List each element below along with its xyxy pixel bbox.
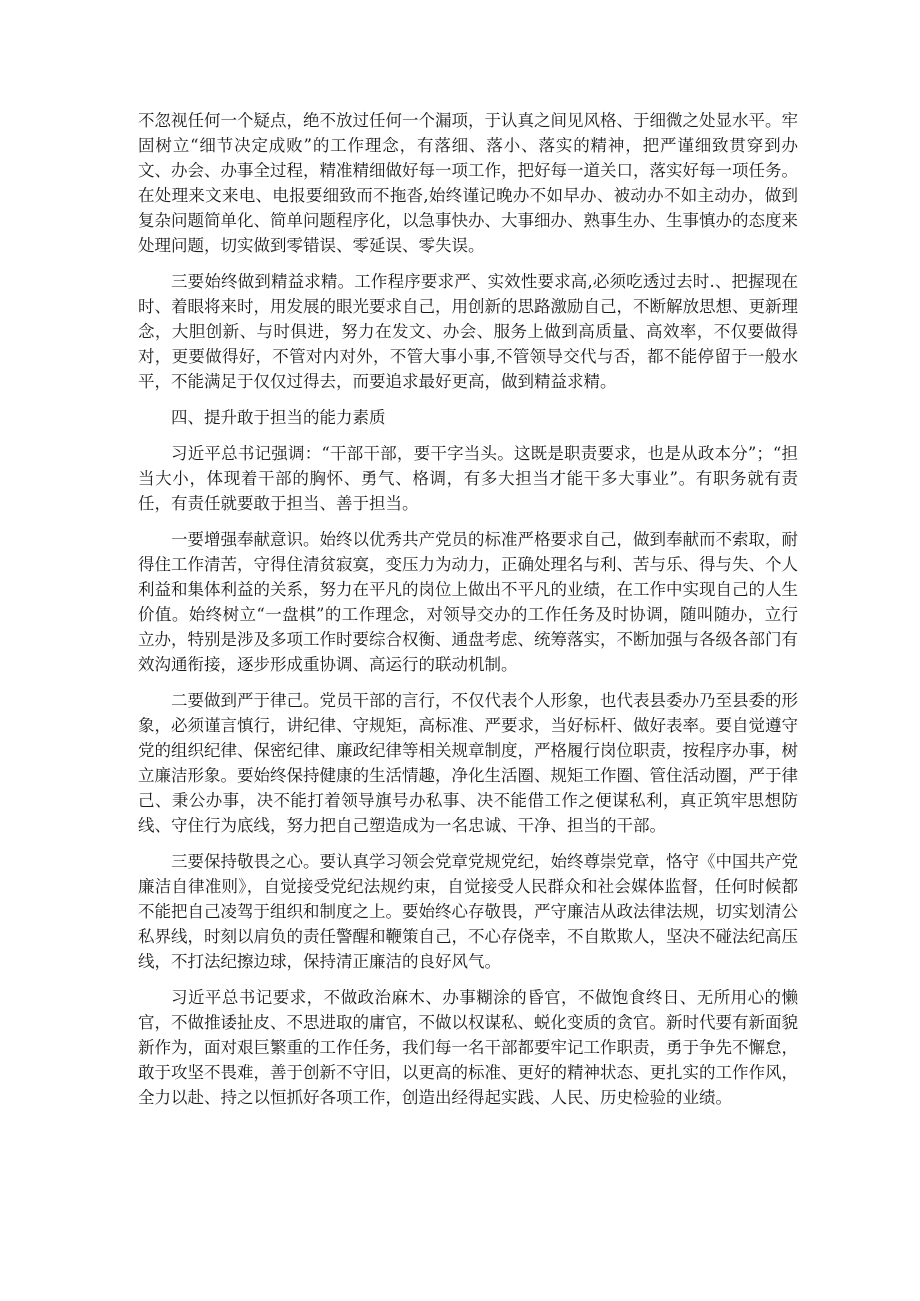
- paragraph-dedication: 一要增强奉献意识。始终以优秀共产党员的标准严格要求自己，做到奉献而不索取，耐得住工作清苦，守得住清贫寂寞，变压力为动力，正确处理名与利、苦与乐、得与失、个人利益和集体利益的关系，努力在平凡的岗位上做出不平凡的业绩，在工作中实现自己的人生价值。始终树立“一盘棋”的工作理念，对领导交办的工作任务及时协调，随叫随办，立行立办，特别是涉及多项工作时要综合权衡、通盘考虑、统筹落实，不断加强与各级各部门有效沟通衔接，逐步形成重协调、高运行的联动机制。: [138, 530, 798, 674]
- section-heading-four: 四、提升敢于担当的能力素质: [171, 408, 386, 427]
- paragraph-conclusion: 习近平总书记要求，不做政治麻木、办事糊涂的昏官，不做饱食终日、无所用心的懒官，不做推诿扯皮、不思进取的庸官，不做以权谋私、蜕化变质的贪官。新时代要有新面貌新作为，面对艰巨繁重的工作任务，我们每一名干部都要牢记工作职责，勇于争先不懈怠，敢于攻坚不畏难，善于创新不守旧，以更高的标准、更好的精神状态、更扎实的工作作风，全力以赴、持之以恒抓好各项工作，创造出经得起实践、人民、历史检验的业绩。: [138, 988, 798, 1107]
- paragraph-reverence: 三要保持敬畏之心。要认真学习领会党章党规党纪，始终尊崇党章，恪守《中国共产党廉洁自律准则》，自觉接受党纪法规约束，自觉接受人民群众和社会媒体监督，任何时候都不能把自己凌驾于组织和制度之上。要始终心存敬畏，严守廉洁从政法律法规，切实划清公私界线，时刻以肩负的责任警醒和鞭策自己，不心存侥幸，不自欺欺人，坚决不碰法纪高压线，不打法纪擦边球，保持清正廉洁的良好风气。: [138, 852, 798, 971]
- paragraph-excellence: 三要始终做到精益求精。工作程序要求严、实效性要求高,必须吃透过去时.、把握现在时、着眼将来时，用发展的眼光要求自己，用创新的思路激励自己，不断解放思想、更新理念，大胆创新、与时俱进，努力在发文、办会、服务上做到高质量、高效率，不仅要做得对，更要做得好，不管对内对外，不管大事小事,不管领导交代与否，都不能停留于一般水平，不能满足于仅仅过得去，而要追求最好更高，做到精益求精。: [138, 272, 798, 391]
- paragraph-self-discipline: 二要做到严于律己。党员干部的言行，不仅代表个人形象，也代表县委办乃至县委的形象，必须谨言慎行，讲纪律、守规矩，高标准、严要求，当好标杆、做好表率。要自觉遵守党的组织纪律、保密纪律、廉政纪律等相关规章制度，严格履行岗位职责，按程序办事，树立廉洁形象。要始终保持健康的生活情趣，净化生活圈、规矩工作圈、管住活动圈，严于律己、秉公办事，决不能打着领导旗号办私事、决不能借工作之便谋私利，真正筑牢思想防线、守住行为底线，努力把自己塑造成为一名忠诚、干净、担当的干部。: [138, 691, 798, 835]
- document-body: [138, 108, 798, 1121]
- paragraph-quote-responsibility: 习近平总书记强调：“干部干部，要干字当头。这既是职责要求，也是从政本分”；“担当大小，体现着干部的胸怀、勇气、格调，有多大担当才能干多大事业”。有职务就有责任，有责任就要敢于担当、善于担当。: [138, 444, 798, 513]
- paragraph-continuation: 不忽视任何一个疑点，绝不放过任何一个漏项，于认真之间见风格、于细微之处显水平。牢固树立“细节决定成败”的工作理念，有落细、落小、落实的精神，把严谨细致贯穿到办文、办会、办事全过程，精准精细做好每一项工作，把好每一道关口，落实好每一项任务。在处理来文来电、电报要细致而不拖沓,始终谨记晚办不如早办、被动办不如主动办，做到复杂问题简单化、简单问题程序化，以急事快办、大事细办、熟事生办、生事慎办的态度来处理问题，切实做到零错误、零延误、零失误。: [138, 111, 798, 255]
